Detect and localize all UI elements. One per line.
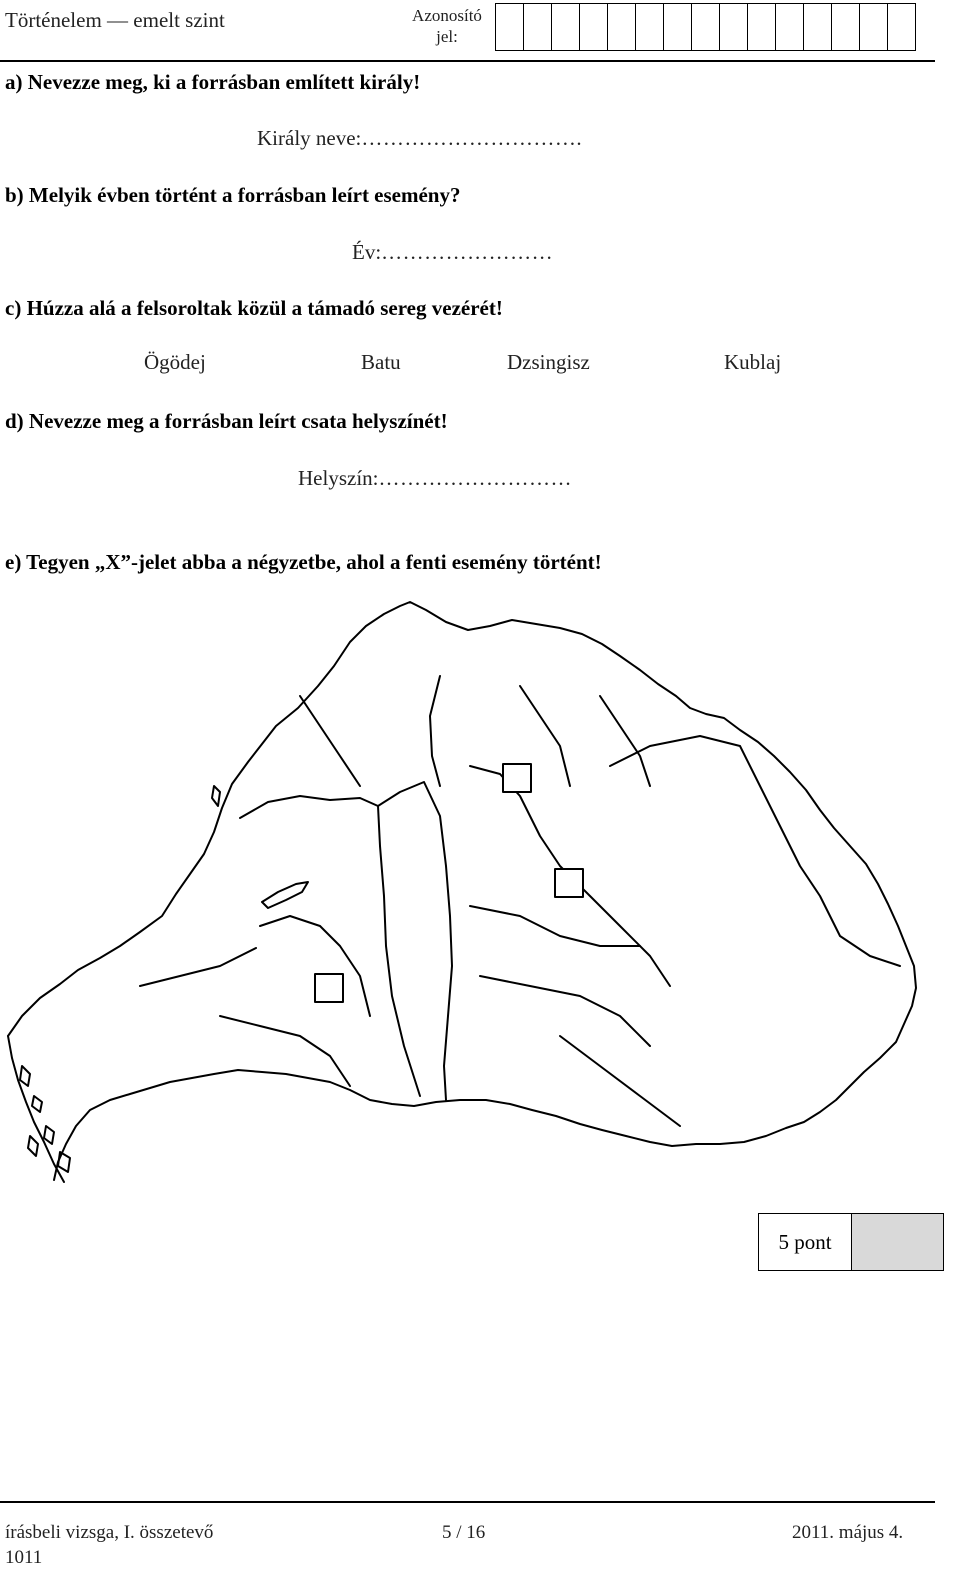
location-label: Helyszín: <box>298 466 379 490</box>
question-d-answer-line[interactable] <box>298 466 572 491</box>
id-code-box[interactable] <box>607 3 636 51</box>
question-d-prompt: d) Nevezze meg a forrásban leírt csata helyszínét! <box>5 409 448 433</box>
year-leader: …………………… <box>381 240 554 264</box>
king-name-leader: …………………………. <box>361 126 583 150</box>
id-code-box[interactable] <box>747 3 776 51</box>
map-island-2 <box>32 1096 42 1112</box>
id-code-box[interactable] <box>495 3 524 51</box>
hungary-outline-map <box>0 596 935 1186</box>
location-leader: ……………………… <box>378 466 572 490</box>
map-river-9 <box>560 1036 680 1126</box>
year-label: Év: <box>352 240 382 264</box>
map-checkbox-north[interactable] <box>503 764 531 792</box>
map-river-2 <box>140 948 256 986</box>
question-e-prompt: e) Tegyen „X”-jelet abba a négyzetbe, ahol a fenti esemény történt! <box>5 550 602 574</box>
question-a-answer-line[interactable] <box>257 126 582 151</box>
id-code-box[interactable] <box>663 3 692 51</box>
score-entry-cell[interactable] <box>852 1214 943 1270</box>
id-code-box[interactable] <box>579 3 608 51</box>
map-region-danube <box>378 782 452 1100</box>
question-c-prompt: c) Húzza alá a felsoroltak közül a támadó sereg vezérét! <box>5 296 503 320</box>
map-island-3 <box>44 1126 54 1144</box>
map-outer-border <box>8 602 916 1180</box>
subject-title: Történelem — emelt szint <box>5 8 225 32</box>
map-river-10 <box>220 1016 350 1086</box>
map-region-transdanubia <box>240 796 420 1096</box>
id-code-boxes[interactable] <box>496 3 916 51</box>
footer-page-number: 5 / 16 <box>442 1522 486 1543</box>
question-a-prompt: a) Nevezze meg, ki a forrásban említett király! <box>5 70 421 94</box>
map-island-1 <box>20 1066 30 1086</box>
footer-divider <box>0 1501 935 1503</box>
header-divider <box>0 60 935 62</box>
id-code-box[interactable] <box>635 3 664 51</box>
id-code-box[interactable] <box>775 3 804 51</box>
map-river-7 <box>470 906 640 946</box>
score-label: 5 pont <box>759 1214 852 1270</box>
map-island-4 <box>28 1136 38 1156</box>
question-b-prompt: b) Melyik évben történt a forrásban leírt esemény? <box>5 183 461 207</box>
map-river-3 <box>430 676 440 786</box>
id-code-box[interactable] <box>719 3 748 51</box>
map-river-5 <box>600 696 650 786</box>
map-small-lake <box>212 786 220 806</box>
map-lake-balaton <box>262 882 308 908</box>
map-checkbox-east[interactable] <box>555 869 583 897</box>
id-code-box[interactable] <box>523 3 552 51</box>
id-label: Azonosító jel: <box>412 6 482 46</box>
footer-exam-type: írásbeli vizsga, I. összetevő <box>5 1522 214 1543</box>
footer-code: 1011 <box>5 1547 43 1568</box>
map-river-8 <box>480 976 650 1046</box>
id-code-box[interactable] <box>859 3 888 51</box>
option-kublaj[interactable]: Kublaj <box>724 350 782 374</box>
score-box <box>758 1213 944 1271</box>
id-code-box[interactable] <box>803 3 832 51</box>
id-code-box[interactable] <box>551 3 580 51</box>
id-code-box[interactable] <box>831 3 860 51</box>
map-island-5 <box>58 1152 70 1172</box>
king-name-label: Király neve: <box>257 126 362 150</box>
option-batu[interactable]: Batu <box>361 350 401 374</box>
id-code-box[interactable] <box>691 3 720 51</box>
question-b-answer-line[interactable] <box>352 240 553 265</box>
option-dzsingisz[interactable]: Dzsingisz <box>507 350 590 374</box>
id-code-box[interactable] <box>887 3 916 51</box>
map-river-6 <box>300 696 360 786</box>
footer-date: 2011. május 4. <box>792 1522 904 1543</box>
map-region-transylvania <box>610 736 900 966</box>
map-checkbox-west[interactable] <box>315 974 343 1002</box>
option-ogodej[interactable]: Ögödej <box>144 350 206 374</box>
